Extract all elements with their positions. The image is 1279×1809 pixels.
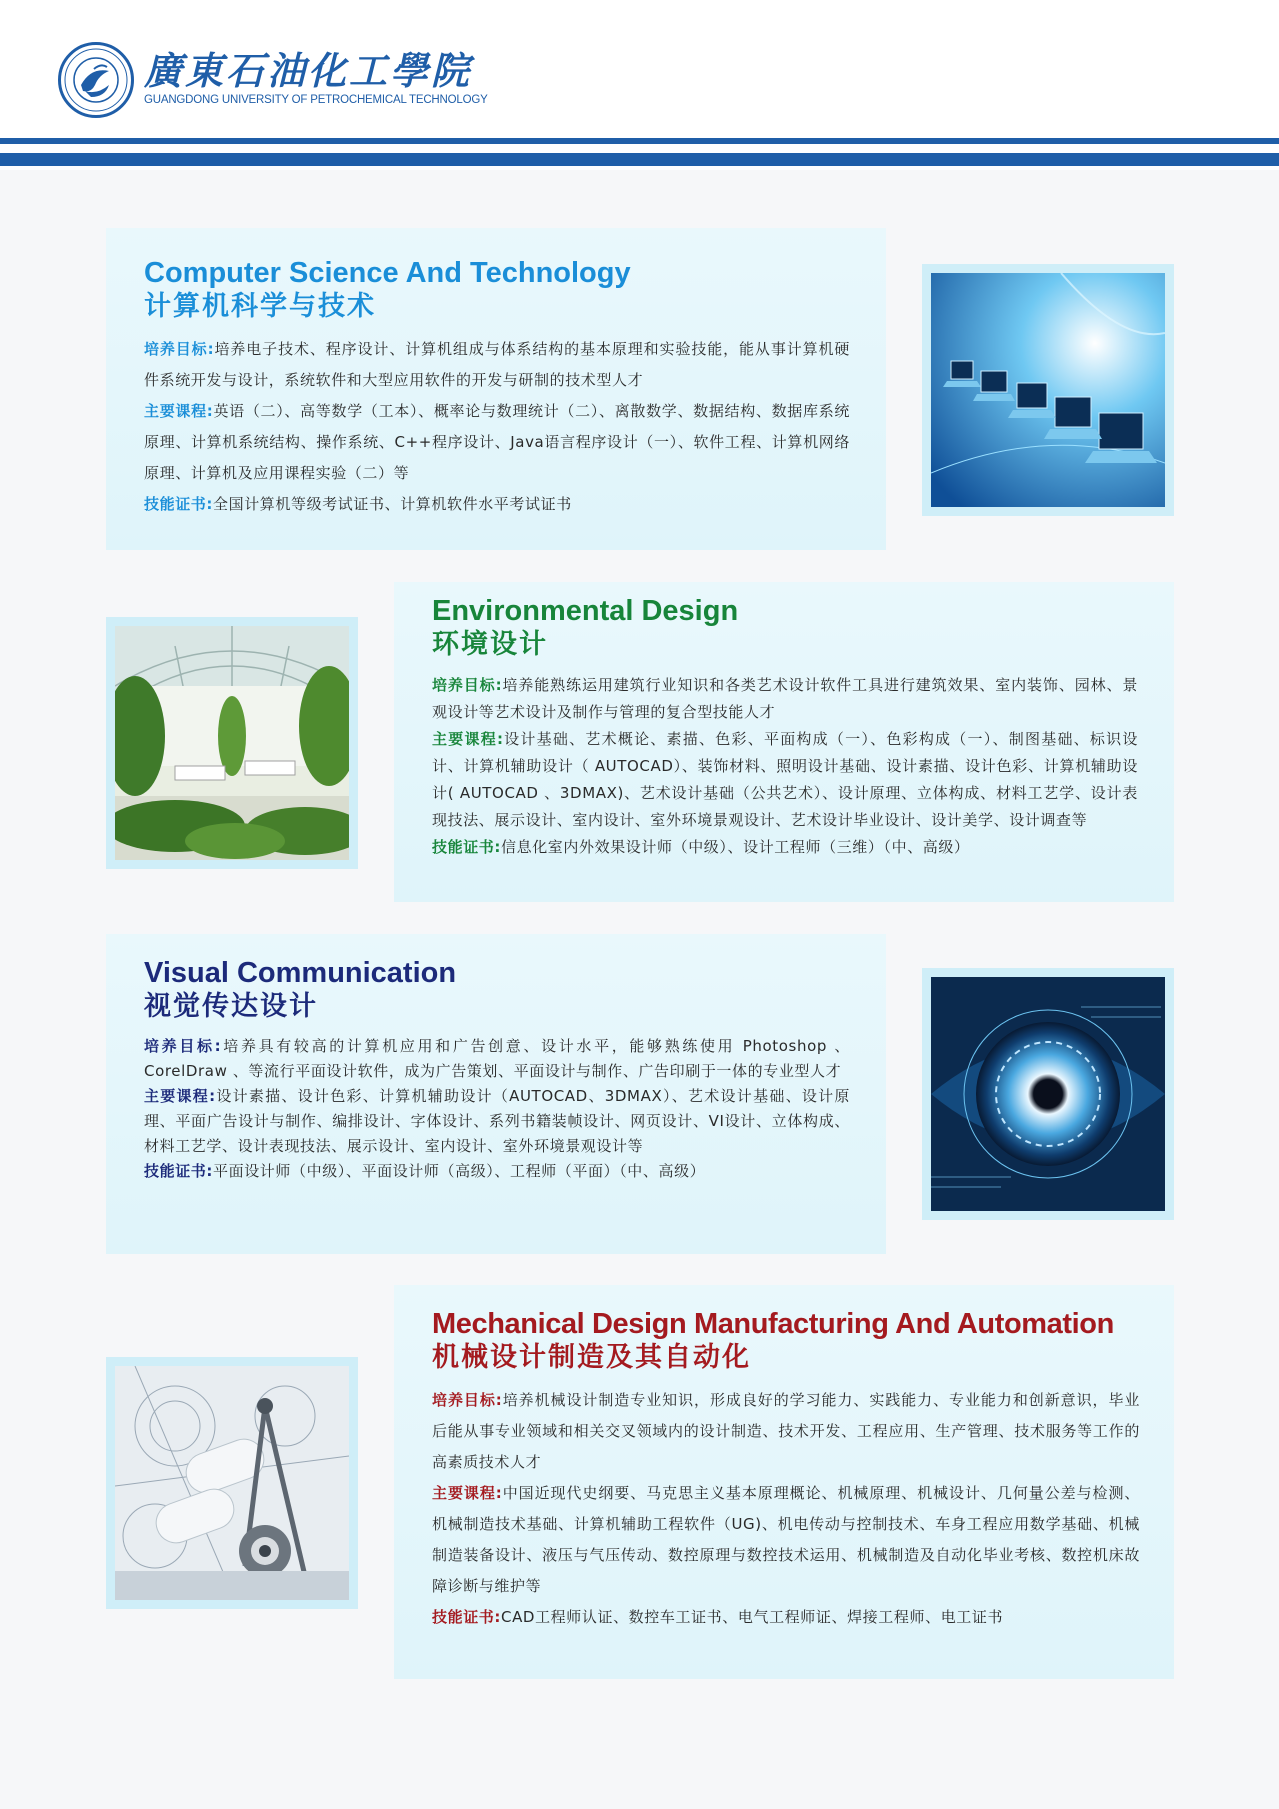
main-courses-label: 主要课程: bbox=[432, 730, 504, 748]
main-courses bbox=[144, 396, 850, 489]
header-divider-gap bbox=[0, 148, 1279, 150]
major-title-cn: 环境设计 bbox=[432, 629, 548, 660]
training-goal-label: 培养目标: bbox=[144, 1037, 222, 1055]
major-card-mechanical-design bbox=[394, 1285, 1174, 1679]
mechanical-drawings-image bbox=[106, 1357, 358, 1609]
skill-certificates bbox=[432, 834, 1138, 861]
major-title-cn: 机械设计制造及其自动化 bbox=[432, 1342, 751, 1373]
main-courses-label: 主要课程: bbox=[144, 1087, 216, 1105]
skill-certificates-label: 技能证书: bbox=[432, 838, 501, 856]
green-atrium-image bbox=[106, 617, 358, 869]
skill-certificates bbox=[144, 489, 850, 520]
skill-certificates-text: 平面设计师（中级）、平面设计师（高级）、工程师（平面）（中、高级） bbox=[213, 1162, 706, 1180]
main-courses-text: 英语（二）、高等数学（工本）、概率论与数理统计（二）、离散数学、数据结构、数据库系统原理、计算机系统结构、操作系统、C++程序设计、Java语言程序设计（一）、软件工程、计算机网络原理、计算机及应用课程实验（二）等 bbox=[144, 402, 850, 482]
main-courses bbox=[432, 1478, 1140, 1602]
skill-certificates bbox=[432, 1602, 1140, 1633]
training-goal-label: 培养目标: bbox=[432, 1391, 503, 1409]
digital-eye-image bbox=[922, 968, 1174, 1220]
training-goal-text: 培养电子技术、程序设计、计算机组成与体系结构的基本原理和实验技能，能从事计算机硬件系统开发与设计，系统软件和大型应用软件的开发与研制的技术型人才 bbox=[144, 340, 850, 389]
training-goal-label: 培养目标: bbox=[144, 340, 215, 358]
skill-certificates-label: 技能证书: bbox=[432, 1608, 501, 1626]
training-goal bbox=[144, 334, 850, 396]
training-goal-text: 培养能熟练运用建筑行业知识和各类艺术设计软件工具进行建筑效果、室内装饰、园林、景观设计等艺术设计及制作与管理的复合型技能人才 bbox=[432, 676, 1138, 721]
main-courses bbox=[432, 726, 1138, 834]
training-goal-text: 培养具有较高的计算机应用和广告创意、设计水平，能够熟练使用 Photoshop 、CorelDraw 、等流行平面设计软件，成为广告策划、平面设计与制作、广告印刷于一体的专业型人才 bbox=[144, 1037, 851, 1080]
skill-certificates-text: 全国计算机等级考试证书、计算机软件水平考试证书 bbox=[213, 495, 572, 513]
training-goal-text: 培养机械设计制造专业知识，形成良好的学习能力、实践能力、专业能力和创新意识，毕业后能从事专业领域和相关交叉领域内的设计制造、技术开发、工程应用、生产管理、技术服务等工作的高素质技术人才 bbox=[432, 1391, 1141, 1471]
main-courses-text: 中国近现代史纲要、马克思主义基本原理概论、机械原理、机械设计、几何量公差与检测、机械制造技术基础、计算机辅助工程软件（UG)、机电传动与控制技术、车身工程应用数学基础、机械制造装备设计、液压与气压传动、数控原理与数控技术运用、机械制造及自动化毕业考核、数控机床故障诊断与维护等 bbox=[432, 1484, 1141, 1595]
major-card-computer-science bbox=[106, 228, 886, 550]
major-card-visual-communication bbox=[106, 934, 886, 1254]
computer-screens-image bbox=[922, 264, 1174, 516]
major-title-en: Environmental Design bbox=[432, 595, 739, 627]
training-goal bbox=[144, 1034, 850, 1084]
main-courses-text: 设计素描、设计色彩、计算机辅助设计（AUTOCAD、3DMAX）、艺术设计基础、设计原理、平面广告设计与制作、编排设计、字体设计、系列书籍装帧设计、网页设计、VI设计、立体构成、材料工艺学、设计表现技法、展示设计、室内设计、室外环境景观设计等 bbox=[144, 1087, 851, 1155]
training-goal-label: 培养目标: bbox=[432, 676, 503, 694]
major-title-en: Visual Communication bbox=[144, 957, 457, 989]
skill-certificates-label: 技能证书: bbox=[144, 495, 213, 513]
training-goal bbox=[432, 672, 1138, 726]
main-courses-label: 主要课程: bbox=[144, 402, 214, 420]
university-logo-icon bbox=[58, 42, 134, 118]
header-divider-thick bbox=[0, 153, 1279, 166]
major-title-en: Computer Science And Technology bbox=[144, 257, 631, 289]
university-name-cn: 廣東石油化工學院 bbox=[144, 48, 473, 93]
main-courses-text: 设计基础、艺术概论、素描、色彩、平面构成（一）、色彩构成（一）、制图基础、标识设计、计算机辅助设计（ AUTOCAD）、装饰材料、照明设计基础、设计素描、设计色彩、计算机辅助设计( AUTOCAD 、3DMAX)、艺术设计基础（公共艺术）、设计原理、立体构成、材料工艺学、设计表现技法、展示设计、室内设计、室外环境景观设计、艺术设计毕业设计、设计美学、设计调查等 bbox=[432, 730, 1138, 829]
header-divider bbox=[0, 138, 1279, 144]
main-courses bbox=[144, 1084, 850, 1159]
skill-certificates bbox=[144, 1159, 850, 1184]
major-title-en: Mechanical Design Manufacturing And Automation bbox=[432, 1308, 1114, 1340]
university-name-en: GUANGDONG UNIVERSITY OF PETROCHEMICAL TECHNOLOGY bbox=[144, 94, 488, 106]
major-title-cn: 计算机科学与技术 bbox=[144, 291, 376, 322]
major-card-environmental-design bbox=[394, 582, 1174, 902]
major-title-cn: 视觉传达设计 bbox=[144, 991, 318, 1022]
skill-certificates-text: CAD工程师认证、数控车工证书、电气工程师证、焊接工程师、电工证书 bbox=[501, 1608, 1004, 1626]
main-courses-label: 主要课程: bbox=[432, 1484, 503, 1502]
page-header bbox=[0, 0, 1279, 170]
skill-certificates-label: 技能证书: bbox=[144, 1162, 213, 1180]
training-goal bbox=[432, 1385, 1140, 1478]
skill-certificates-text: 信息化室内外效果设计师（中级）、设计工程师（三维）（中、高级） bbox=[501, 838, 970, 856]
